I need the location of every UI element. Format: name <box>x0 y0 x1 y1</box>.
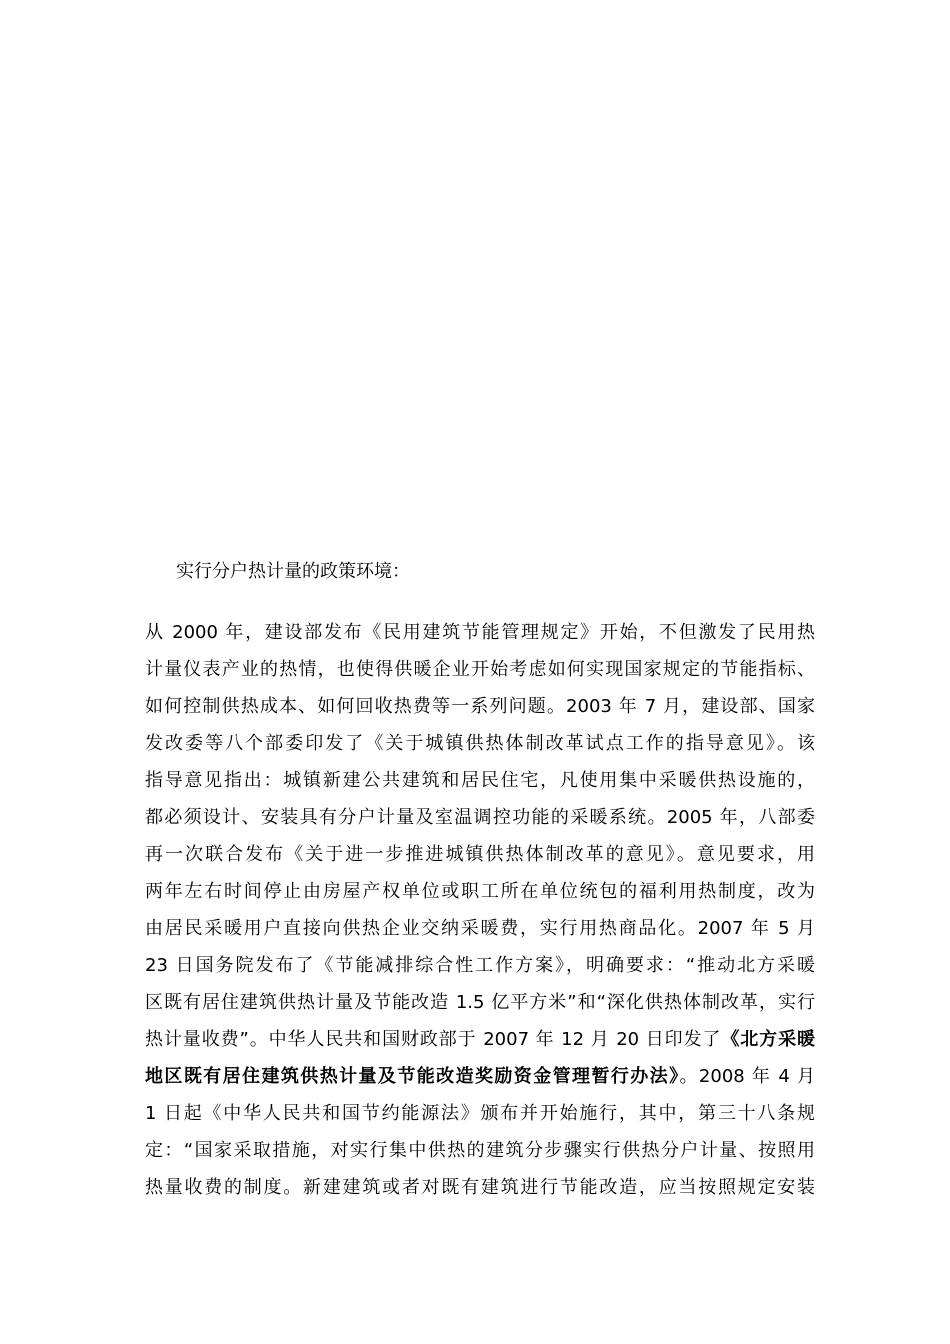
body-paragraph <box>145 614 815 1206</box>
paragraph-line: 都必须设计、安装具有分户计量及室温调控功能的采暖系统。2005 年，八部委 <box>145 807 815 828</box>
paragraph-line: 区既有居住建筑供热计量及节能改造 1.5 亿平方米”和“深化供热体制改革，实行 <box>145 992 815 1013</box>
paragraph-line: 两年左右时间停止由房屋产权单位或职工所在单位统包的福利用热制度，改为 <box>145 881 815 902</box>
document-title-bold: 《北方采暖 <box>721 1029 815 1050</box>
paragraph-line: 发改委等八个部委印发了《关于城镇供热体制改革试点工作的指导意见》。该 <box>145 733 815 754</box>
paragraph-line <box>145 1021 815 1058</box>
paragraph-line: 指导意见指出：城镇新建公共建筑和居民住宅，凡使用集中采暖供热设施的， <box>145 770 815 791</box>
paragraph-text: 热计量收费”。中华人民共和国财政部于 2007 年 12 月 20 日印发了 <box>145 1029 722 1050</box>
paragraph-line: 1 日起《中华人民共和国节约能源法》颁布并开始施行，其中，第三十八条规 <box>145 1103 815 1124</box>
paragraph-line <box>145 1058 815 1095</box>
paragraph-line: 从 2000 年，建设部发布《民用建筑节能管理规定》开始，不但激发了民用热 <box>145 622 815 643</box>
section-heading: 实行分户热计量的政策环境： <box>176 561 410 582</box>
paragraph-line: 如何控制供热成本、如何回收热费等一系列问题。2003 年 7 月，建设部、国家 <box>145 696 815 717</box>
paragraph-line: 热量收费的制度。新建建筑或者对既有建筑进行节能改造，应当按照规定安装 <box>145 1177 815 1198</box>
paragraph-text: 。2008 年 4 月 <box>679 1066 815 1087</box>
document-title-bold: 地区既有居住建筑供热计量及节能改造奖励资金管理暂行办法》 <box>145 1066 680 1087</box>
paragraph-line: 计量仪表产业的热情，也使得供暖企业开始考虑如何实现国家规定的节能指标、 <box>145 659 815 680</box>
paragraph-line: 再一次联合发布《关于进一步推进城镇供热体制改革的意见》。意见要求，用 <box>145 844 815 865</box>
paragraph-line: 定：“国家采取措施，对实行集中供热的建筑分步骤实行供热分户计量、按照用 <box>145 1140 815 1161</box>
paragraph-line: 23 日国务院发布了《节能减排综合性工作方案》，明确要求：“推动北方采暖 <box>145 955 815 976</box>
paragraph-line: 由居民采暖用户直接向供热企业交纳采暖费，实行用热商品化。2007 年 5 月 <box>145 918 815 939</box>
